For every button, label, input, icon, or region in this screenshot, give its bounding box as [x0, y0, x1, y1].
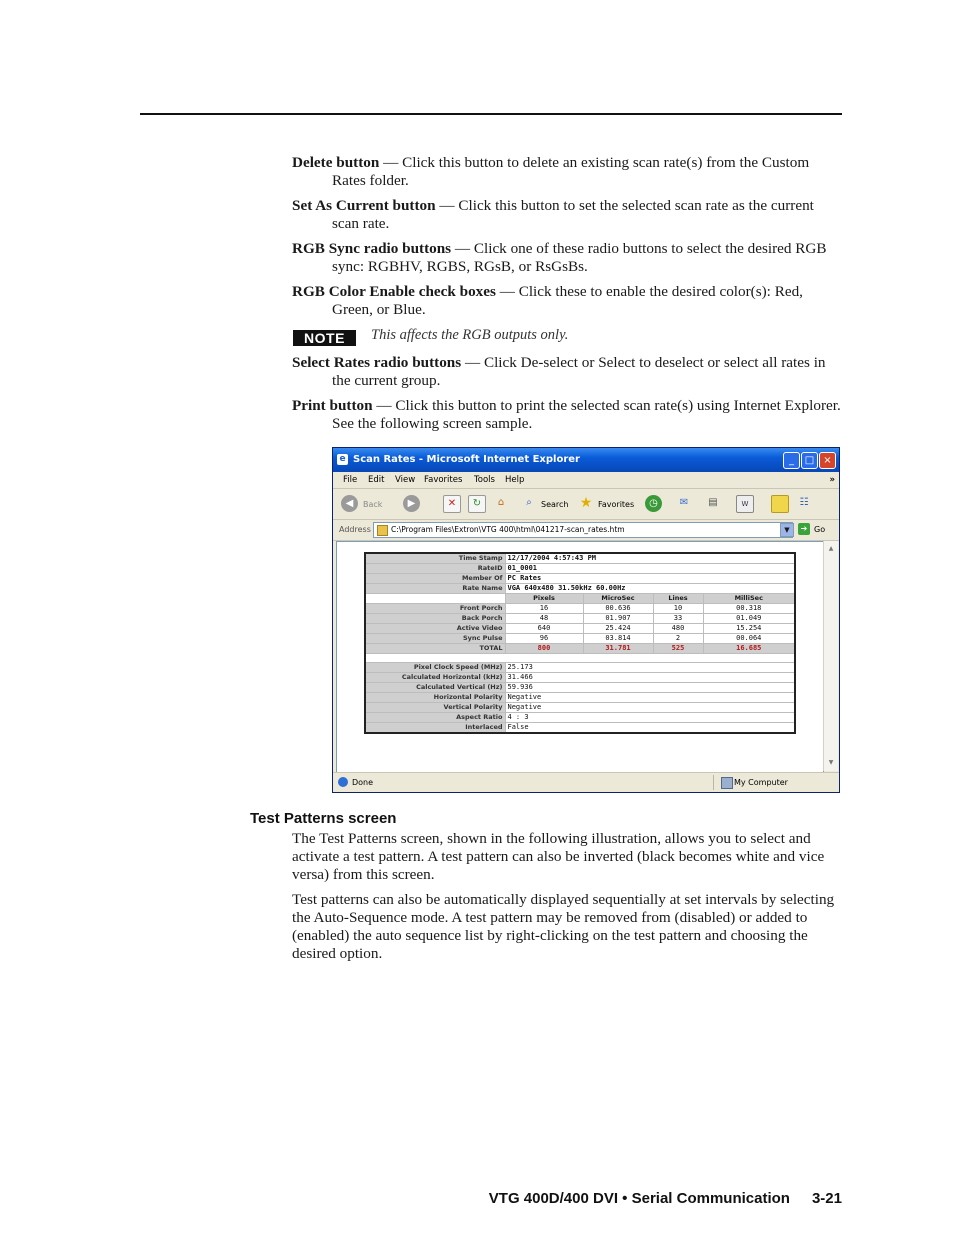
definition-select-rates-radio-buttons: [292, 354, 842, 390]
table-row: [365, 723, 795, 734]
info-value: PC Rates: [505, 574, 795, 584]
table-total-row: [365, 644, 795, 654]
my-computer-icon: [721, 777, 733, 789]
scroll-up-icon[interactable]: ▲: [828, 545, 834, 552]
history-icon[interactable]: ◷: [645, 495, 662, 512]
table-spacer-row: [365, 654, 795, 663]
table-row: [365, 584, 795, 594]
detail-label: Pixel Clock Speed (MHz): [365, 663, 505, 673]
detail-label: Calculated Horizontal (kHz): [365, 673, 505, 683]
header-rule: [140, 113, 842, 115]
note-text: This affects the RGB outputs only.: [371, 327, 569, 343]
description: — Click these to enable the desired color(s): Red, Green, or Blue.: [332, 283, 803, 318]
definition-rgb-sync-radio-buttons: [292, 240, 842, 276]
definition-set-as-current-button: [292, 197, 842, 233]
table-row: [365, 614, 795, 624]
page-done-icon: [338, 777, 348, 787]
table-row: [365, 604, 795, 614]
edit-icon[interactable]: W: [736, 495, 754, 513]
table-cell: 01.907: [583, 614, 653, 624]
term: Delete button: [292, 154, 380, 171]
row-label: Front Porch: [365, 604, 505, 614]
table-cell: 00.636: [583, 604, 653, 614]
table-cell: 480: [653, 624, 703, 634]
scan-rate-table: [364, 552, 796, 734]
table-row: [365, 673, 795, 683]
table-row: [365, 553, 795, 564]
term: RGB Color Enable check boxes: [292, 283, 496, 300]
table-row: [365, 683, 795, 693]
messenger-icon[interactable]: ☷: [799, 497, 809, 508]
detail-label: Calculated Vertical (Hz): [365, 683, 505, 693]
favorites-star-icon[interactable]: ★: [579, 495, 593, 511]
column-header: Pixels: [505, 594, 583, 604]
menu-help[interactable]: Help: [505, 475, 525, 485]
detail-label: Aspect Ratio: [365, 713, 505, 723]
column-header: MilliSec: [703, 594, 795, 604]
row-label: Active Video: [365, 624, 505, 634]
term: Set As Current button: [292, 197, 436, 214]
detail-label: Horizontal Polarity: [365, 693, 505, 703]
ie-status-bar: [333, 772, 839, 793]
table-cell: 31.781: [583, 644, 653, 654]
term: Print button: [292, 397, 373, 414]
table-cell: 33: [653, 614, 703, 624]
go-arrow-icon[interactable]: ➔: [798, 523, 810, 535]
address-url: C:\Program Files\Extron\VTG 400\html\041217-scan_rates.htm: [391, 525, 625, 534]
favorites-label[interactable]: Favorites: [598, 500, 635, 509]
back-label[interactable]: Back: [363, 500, 383, 509]
detail-label: Vertical Polarity: [365, 703, 505, 713]
definition-delete-button: [292, 154, 842, 190]
detail-label: Interlaced: [365, 723, 505, 734]
detail-value: 59.936: [505, 683, 795, 693]
chevron-down-icon[interactable]: ▼: [780, 523, 794, 537]
status-text: Done: [352, 778, 374, 787]
row-label: TOTAL: [365, 644, 505, 654]
menu-edit[interactable]: Edit: [368, 475, 385, 485]
info-value: 12/17/2004 4:57:43 PM: [505, 553, 795, 564]
table-cell: 800: [505, 644, 583, 654]
detail-value: 31.466: [505, 673, 795, 683]
scroll-down-icon[interactable]: ▼: [828, 759, 834, 766]
page-number: 3-21: [811, 1190, 842, 1207]
mail-icon[interactable]: ✉: [679, 497, 689, 508]
detail-value: Negative: [505, 693, 795, 703]
table-cell: 00.318: [703, 604, 795, 614]
info-label: Member Of: [365, 574, 505, 584]
footer-title: VTG 400D/400 DVI • Serial Communication: [488, 1190, 790, 1207]
description: — Click De-select or Select to deselect or select all rates in the current group.: [332, 354, 826, 389]
detail-value: 4 : 3: [505, 713, 795, 723]
table-cell: 03.814: [583, 634, 653, 644]
info-value: 01_0001: [505, 564, 795, 574]
table-row: [365, 634, 795, 644]
ie-logo-icon: e: [337, 454, 348, 465]
paragraph: Test patterns can also be automatically displayed sequentially at set intervals by selecting the Auto-Sequence mode. A test pattern may be removed from (disabled) or added to (enabled) the auto sequence list by right-clicking on the test pattern and choosing the desired option.: [292, 891, 835, 962]
table-row: [365, 663, 795, 673]
refresh-icon[interactable]: ↻: [468, 495, 486, 513]
vertical-scrollbar[interactable]: [823, 541, 838, 771]
spacer-cell: [365, 654, 795, 663]
ie-address-bar: [333, 520, 839, 541]
table-header-row: [365, 594, 795, 604]
page-icon: [377, 525, 388, 536]
search-icon[interactable]: ⌕: [526, 497, 532, 508]
table-cell: 00.064: [703, 634, 795, 644]
forward-arrow-icon[interactable]: ▶: [403, 495, 420, 512]
table-cell: 16.685: [703, 644, 795, 654]
column-header: MicroSec: [583, 594, 653, 604]
table-row: [365, 713, 795, 723]
description: — Click one of these radio buttons to select the desired RGB sync: RGBHV, RGBS, RGsB, or RsGsBs.: [332, 240, 827, 275]
menu-favorites[interactable]: Favorites: [424, 475, 463, 485]
ie-toolbar: [333, 489, 839, 520]
table-row: [365, 574, 795, 584]
table-row: [365, 693, 795, 703]
close-icon[interactable]: ×: [819, 452, 836, 469]
table-cell: 640: [505, 624, 583, 634]
table-cell: 01.049: [703, 614, 795, 624]
term: Select Rates radio buttons: [292, 354, 462, 371]
definition-rgb-color-enable-check-boxes: [292, 283, 842, 319]
status-divider: [713, 775, 714, 790]
section-title: Test Patterns screen: [250, 810, 397, 827]
column-header: Lines: [653, 594, 703, 604]
table-cell: 25.424: [583, 624, 653, 634]
zone-text: My Computer: [734, 778, 788, 787]
note: [293, 327, 843, 347]
menu-file[interactable]: File: [343, 475, 358, 485]
table-cell: 525: [653, 644, 703, 654]
minimize-icon[interactable]: _: [783, 452, 800, 469]
term: RGB Sync radio buttons: [292, 240, 452, 257]
info-label: Time Stamp: [365, 553, 505, 564]
row-label: Back Porch: [365, 614, 505, 624]
paragraph: The Test Patterns screen, shown in the following illustration, allows you to select and activate a test pattern. A test pattern can also be inverted (black becomes white and vice versa) from this screen.: [292, 830, 825, 883]
search-label[interactable]: Search: [541, 500, 569, 509]
ie-window-title: Scan Rates - Microsoft Internet Explorer: [353, 454, 580, 465]
table-cell: 2: [653, 634, 703, 644]
table-row: [365, 564, 795, 574]
description: — Click this button to print the selected scan rate(s) using Internet Explorer. See the following screen sample.: [332, 397, 841, 432]
detail-value: 25.173: [505, 663, 795, 673]
description: — Click this button to delete an existing scan rate(s) from the Custom Rates folder.: [332, 154, 810, 189]
detail-value: False: [505, 723, 795, 734]
info-value: VGA 640x480 31.50kHz 60.00Hz: [505, 584, 795, 594]
row-label: Sync Pulse: [365, 634, 505, 644]
table-cell: 10: [653, 604, 703, 614]
folder-icon[interactable]: [771, 495, 789, 513]
detail-value: Negative: [505, 703, 795, 713]
menu-view[interactable]: View: [395, 475, 416, 485]
table-row: [365, 703, 795, 713]
header-spacer: [365, 594, 505, 604]
maximize-icon[interactable]: □: [801, 452, 818, 469]
definition-print-button: [292, 397, 842, 433]
table-cell: 96: [505, 634, 583, 644]
go-label[interactable]: Go: [814, 525, 826, 534]
table-row: [365, 624, 795, 634]
note-badge: NOTE: [293, 330, 356, 346]
table-cell: 48: [505, 614, 583, 624]
description: — Click this button to set the selected scan rate as the current scan rate.: [332, 197, 814, 232]
address-label: Address: [339, 525, 371, 534]
info-label: Rate Name: [365, 584, 505, 594]
table-cell: 16: [505, 604, 583, 614]
print-icon[interactable]: ▤: [708, 497, 718, 508]
ie-window-screenshot: [332, 447, 840, 793]
stop-icon[interactable]: ✕: [443, 495, 461, 513]
menu-tools[interactable]: Tools: [474, 475, 495, 485]
back-arrow-icon[interactable]: ◀: [341, 495, 358, 512]
ie-title-bar: [333, 448, 839, 472]
chevron-right-icon[interactable]: »: [829, 475, 835, 485]
address-input[interactable]: [373, 522, 793, 538]
ie-content-area: [336, 541, 824, 773]
page-footer: [489, 1190, 842, 1207]
ie-menu-bar: [333, 472, 839, 489]
info-label: RateID: [365, 564, 505, 574]
home-icon[interactable]: ⌂: [497, 497, 505, 508]
table-cell: 15.254: [703, 624, 795, 634]
